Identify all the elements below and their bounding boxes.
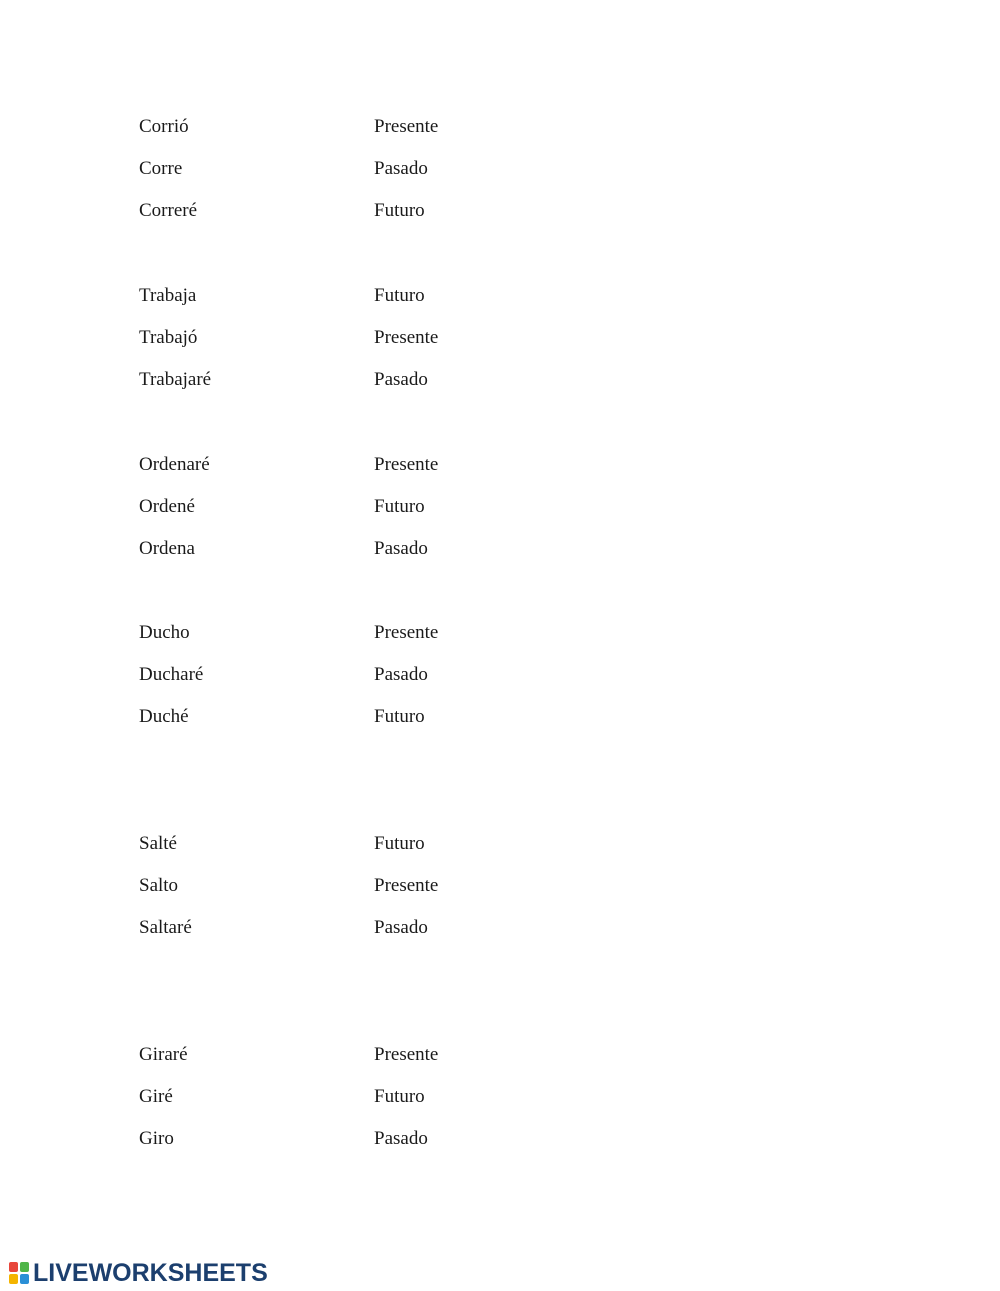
liveworksheets-logo-text: LIVEWORKSHEETS xyxy=(33,1259,268,1287)
tense-item[interactable]: Presente xyxy=(374,116,439,137)
tense-item[interactable]: Pasado xyxy=(374,369,428,390)
tense-item[interactable]: Pasado xyxy=(374,158,428,179)
logo-tile-icon xyxy=(9,1274,18,1284)
logo-tile-icon xyxy=(20,1274,29,1284)
liveworksheets-logo[interactable] xyxy=(8,1259,268,1287)
verb-item[interactable]: Ducharé xyxy=(139,664,204,685)
tense-item[interactable]: Pasado xyxy=(374,1128,428,1149)
verb-item[interactable]: Salté xyxy=(139,833,177,854)
verb-item[interactable]: Ordenaré xyxy=(139,454,210,475)
verb-item[interactable]: Correré xyxy=(139,200,198,221)
tense-item[interactable]: Futuro xyxy=(374,496,425,517)
tense-item[interactable]: Futuro xyxy=(374,200,425,221)
tense-item[interactable]: Presente xyxy=(374,1044,439,1065)
tense-item[interactable]: Presente xyxy=(374,622,439,643)
verb-item[interactable]: Salto xyxy=(139,875,179,896)
tense-item[interactable]: Pasado xyxy=(374,538,428,559)
verb-item[interactable]: Giraré xyxy=(139,1044,188,1065)
verb-item[interactable]: Ducho xyxy=(139,622,190,643)
verb-item[interactable]: Giré xyxy=(139,1086,173,1107)
logo-tile-icon xyxy=(9,1262,18,1272)
verb-item[interactable]: Corre xyxy=(139,158,183,179)
tense-item[interactable]: Futuro xyxy=(374,1086,425,1107)
tense-item[interactable]: Presente xyxy=(374,454,439,475)
verb-item[interactable]: Corrió xyxy=(139,116,189,137)
logo-tile-icon xyxy=(20,1262,29,1272)
liveworksheets-logo-icon xyxy=(8,1261,30,1285)
verb-item[interactable]: Ordené xyxy=(139,496,195,517)
tense-item[interactable]: Pasado xyxy=(374,664,428,685)
tense-item[interactable]: Futuro xyxy=(374,706,425,727)
verb-item[interactable]: Trabaja xyxy=(139,285,197,306)
verb-item[interactable]: Saltaré xyxy=(139,917,192,938)
tense-item[interactable]: Presente xyxy=(374,327,439,348)
verb-item[interactable]: Duché xyxy=(139,706,189,727)
verb-item[interactable]: Giro xyxy=(139,1128,174,1149)
tense-item[interactable]: Pasado xyxy=(374,917,428,938)
tense-item[interactable]: Futuro xyxy=(374,833,425,854)
verb-item[interactable]: Ordena xyxy=(139,538,195,559)
verb-item[interactable]: Trabajaré xyxy=(139,369,212,390)
verb-item[interactable]: Trabajó xyxy=(139,327,198,348)
tense-item[interactable]: Futuro xyxy=(374,285,425,306)
tense-item[interactable]: Presente xyxy=(374,875,439,896)
